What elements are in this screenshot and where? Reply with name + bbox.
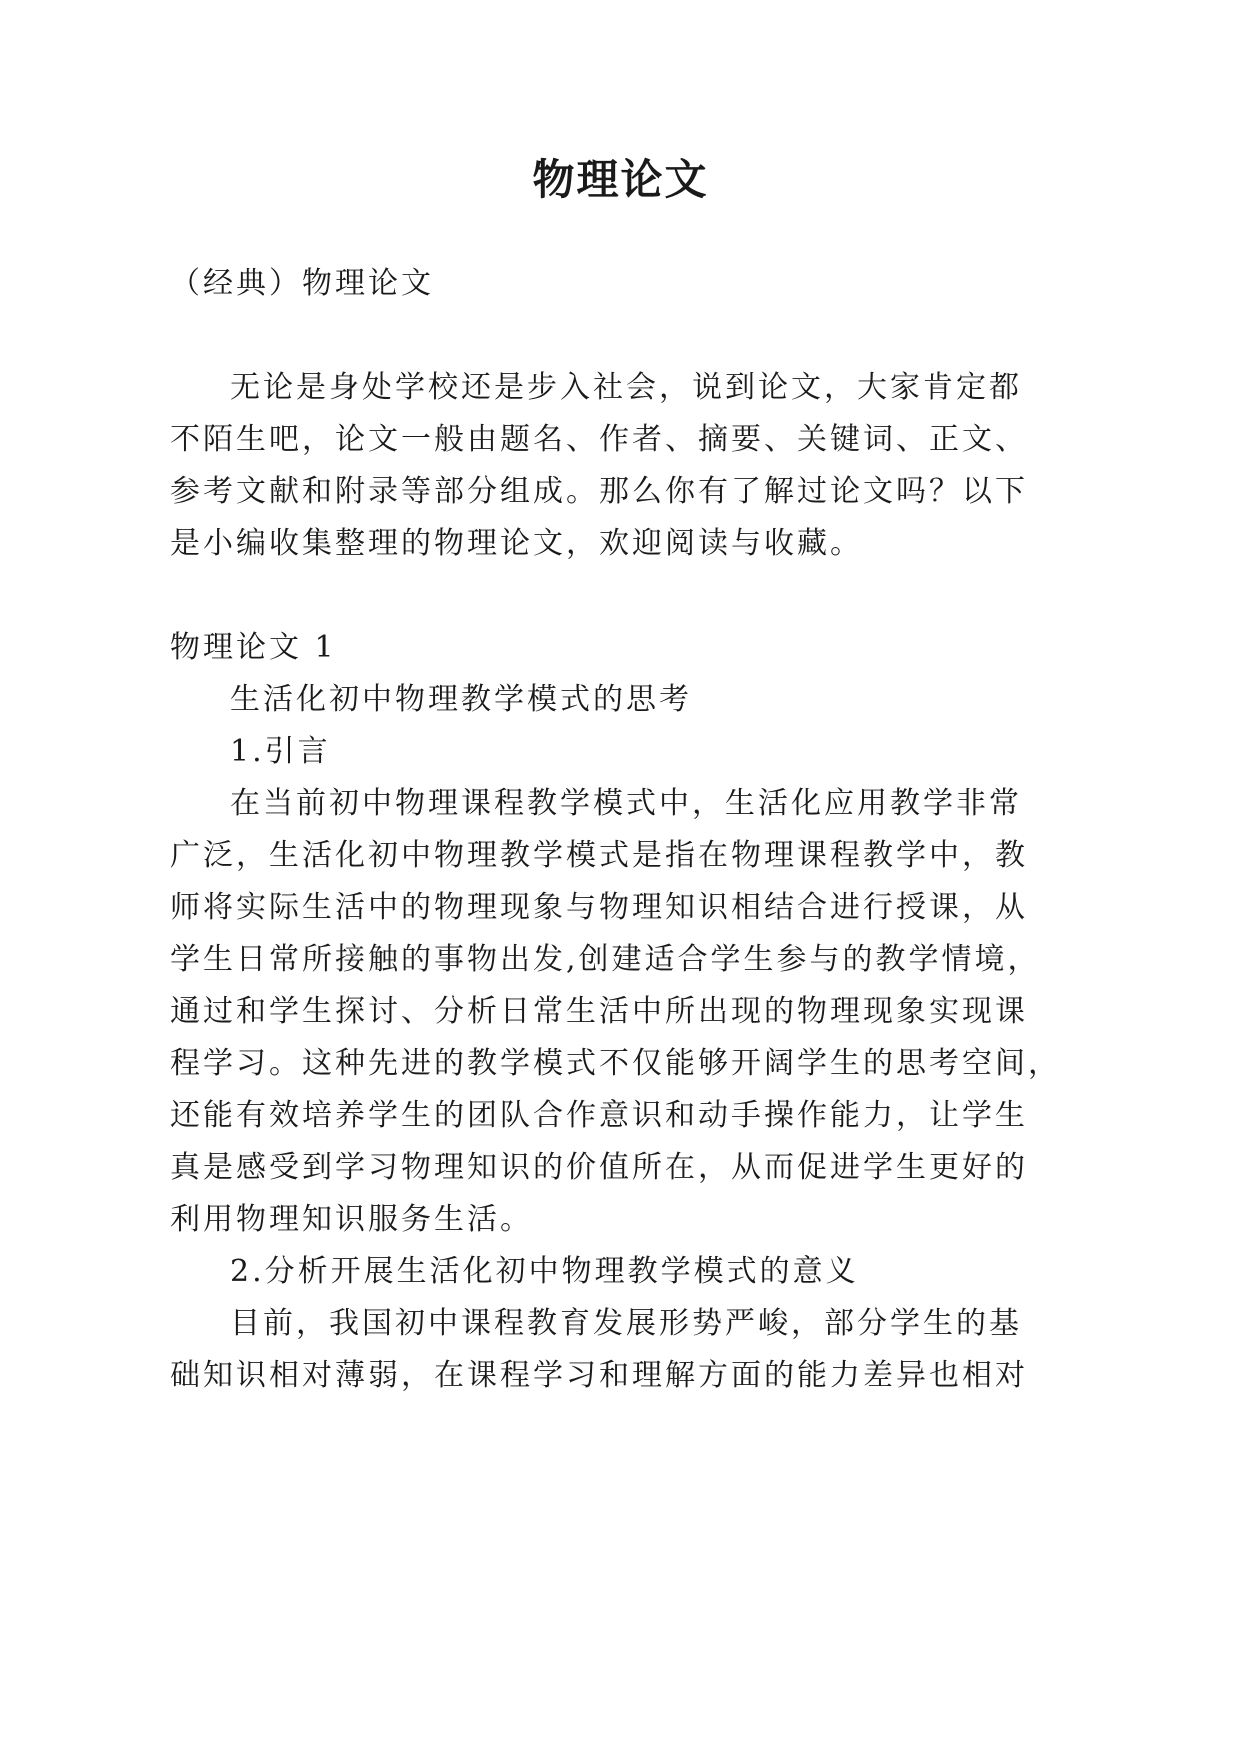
heading-introduction: 1.引言 — [230, 734, 331, 769]
paragraph-line: 真是感受到学习物理知识的价值所在，从而促进学生更好的 — [170, 1150, 1028, 1185]
document-subtitle: （经典）物理论文 — [170, 266, 434, 301]
paragraph-line: 在当前初中物理课程教学模式中，生活化应用教学非常 — [230, 786, 1022, 821]
intro-line: 参考文献和附录等部分组成。那么你有了解过论文吗？以下 — [170, 474, 1028, 509]
paragraph-line: 程学习。这种先进的教学模式不仅能够开阔学生的思考空间， — [170, 1046, 1061, 1081]
intro-line: 是小编收集整理的物理论文，欢迎阅读与收藏。 — [170, 526, 863, 561]
paragraph-line: 利用物理知识服务生活。 — [170, 1202, 533, 1237]
paragraph-line: 目前，我国初中课程教育发展形势严峻，部分学生的基 — [230, 1306, 1022, 1341]
paragraph-line: 还能有效培养学生的团队合作意识和动手操作能力，让学生 — [170, 1098, 1028, 1133]
intro-line: 无论是身处学校还是步入社会，说到论文，大家肯定都 — [230, 370, 1022, 405]
paragraph-line: 础知识相对薄弱，在课程学习和理解方面的能力差异也相对 — [170, 1358, 1028, 1393]
document-title: 物理论文 — [532, 155, 709, 204]
paper-title: 生活化初中物理教学模式的思考 — [230, 682, 692, 717]
paragraph-line: 通过和学生探讨、分析日常生活中所出现的物理现象实现课 — [170, 994, 1028, 1029]
heading-significance: 2.分析开展生活化初中物理教学模式的意义 — [230, 1254, 859, 1289]
paragraph-line: 学生日常所接触的事物出发,创建适合学生参与的教学情境， — [170, 942, 1041, 977]
paragraph-line: 广泛，生活化初中物理教学模式是指在物理课程教学中，教 — [170, 838, 1028, 873]
intro-line: 不陌生吧，论文一般由题名、作者、摘要、关键词、正文、 — [170, 422, 1028, 457]
section-label: 物理论文 1 — [170, 630, 337, 665]
paragraph-line: 师将实际生活中的物理现象与物理知识相结合进行授课，从 — [170, 890, 1028, 925]
